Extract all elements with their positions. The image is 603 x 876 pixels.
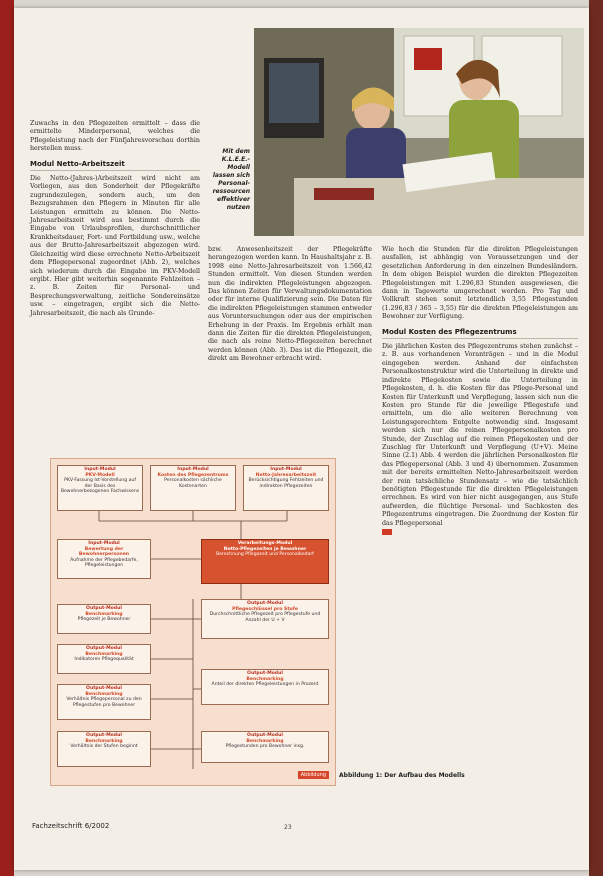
page-number: 23 [284, 824, 292, 831]
output-box-right-3 [201, 731, 329, 763]
input-box-pkv-title: Input-Modul [84, 467, 116, 472]
output-box-right-3-sub: Benchmarking [246, 738, 284, 744]
output-box-right-3-title: Output-Modul [247, 733, 283, 738]
output-box-left-3-title: Output-Modul [86, 686, 122, 691]
netto-paragraph: Die Netto-(Jahres-)Arbeitszeit wird nicht am Vorliegen, aus den Sonderheit der Pflegekräfte zugrundezulegen, sondern auch, um den Bezugsrahmen den Pflegern in Minuten für alle Leistungen ermitteln zu können. Die Netto-Jahresarbeitszeit wird aus bestimmt durch die Eingabe von Urlaubsprofilen, durchschnittlicher Krankheitsdauer, Fort- und Fortbildung usw., welche aus der Brutto-Jahresarbeitszeit abgezogen wird. Gleichzeitig wird diese errechnete Netto-Arbeitszeit dem Pflegepersonal zugeordnet (Abb. 2), welches sich wiederum durch die Eingabe im PKV-Modell ergibt. Hier gibt weiterhin sogenannte Fehlzeiten – z. B. Zeiten für Personal- und Besprechungsverwaltung, zeitliche Sondereinsätze usw. – eingetragen, ergibt sich die Netto-Jahresarbeitszeit, die nach als Grunde- [30, 175, 200, 317]
output-box-left-2-text: Indikatoren Pflegequalität [74, 657, 134, 663]
output-box-left-3-sub: Benchmarking [85, 691, 123, 697]
direct-care-paragraph: Wie hoch die Stunden für die direkten Pflegeleistungen ausfallen, ist abhängig von Voraussetzungen und der gesetzlichen Anforderung in den einzelnen Bundesländern. In dem obigen Beispiel wurden die direkten Pflegezeiten Pflegeleistungen mit 1.296,83 Stunden ausgewiesen, die dann in Tagewerte umgerechnet werden. Pro Tag und Vollkraft stehen somit letztendlich 3,55 Pflegestunden (1.296,83 / 365 – 3,55) für die direkten Pflegeleistungen am Bewohner zur Verfügung. [382, 246, 578, 321]
processing-box [201, 539, 329, 584]
output-box-right-1 [201, 599, 329, 639]
left-red-edge [0, 0, 14, 876]
input-box-netto-sub: Netto-Jahresarbeitszeit [255, 472, 317, 478]
output-box-right-1-title: Output-Modul [247, 601, 283, 606]
office-photo-illustration [254, 28, 584, 236]
input-box-pkv-text: PKV-Fassung Ist-Vorstellung auf der Basis des Bewohnerbezogenen Fachwissens [60, 478, 140, 495]
output-box-left-3-text: Verhältnis Pflegepersonal zu den Pflegestufen pro Bewohner [66, 697, 142, 708]
output-box-right-1-sub: Pflegeschlüssel pro Stufe [232, 606, 298, 612]
photo-caption: Mit dem K.L.E.E.-Modell lassen sich Personal-ressourcen effektiver nutzen [212, 148, 250, 211]
input-box-kosten [150, 465, 236, 511]
output-box-left-2 [57, 644, 151, 674]
input-box-pkv-sub: PKV-Modell [85, 472, 115, 478]
output-box-right-2 [201, 669, 329, 705]
processing-box-text: Berechnung Pflegezeit und Personalbedarf [216, 552, 314, 558]
output-box-left-1-title: Output-Modul [86, 606, 122, 611]
output-box-right-2-title: Output-Modul [247, 671, 283, 676]
kosten-paragraph: Die jährlichen Kosten des Pflegezentrums stehen zunächst – z. B. aus vorhandenen Voranträgen – und in die Modul eingegeben werden. Anhand der einfachsten Personalkostenstruktur wird die Unterteilung in direkte und indirekte Pflegekosten sowie die Unterteilung in Pflegekosten, d. h. die Kosten für das Pflege-Personal und Kosten für Unterkunft und Verpflegung, lassen sich nun die Kosten pro Stunde für die jeweilige Pflegestufe und ermitteln, um die alle weiteren Berechnung von Leistungsgerechtem Entgelte notwendig sind. Insgesamt werden sich nur die reinen Pflegepersonalkosten pro Stunde, der Zuschlag auf die reinen Pflegekosten und der Zuschlag für Unterkunft und Verpflegung (U+V). Meine Sinne (2.1) Abb. 4 werden die jährlichen Personalkosten für das Pflegepersonal (Abb. 3 und 4) übernommen. Zusammen mit der bereits ermittelten Netto-Jahresarbeitszeit werden der rein tatsächliche Stundensatz – wie die tatsächlich benötigten Pflegestunde für die direkten Pflegeleistungen errechnen. Es wird von hier nicht ausgegangen, aus Stufe aufwerden, die flüchtige Personal- und Sachkosten des Pflegezentrums eingetragen. Die Zuordnung der Kosten für das Pflegepersonal [382, 343, 578, 527]
output-box-left-1-text: Pflegezeit je Bewohner [77, 617, 131, 623]
output-box-left-3 [57, 684, 151, 720]
output-box-left-2-sub: Benchmarking [85, 651, 123, 657]
column-1 [30, 120, 200, 318]
issue-footer: Fachzeitschrift 6/2002 [32, 822, 110, 830]
output-box-right-2-text: Anteil der direkten Pflegeleistungen in Prozent [211, 682, 319, 688]
input-box-kosten-title: Input-Modul [177, 467, 209, 472]
column-2 [208, 246, 372, 364]
output-box-left-4-text: Verhältnis der Stufen beginnt [70, 744, 138, 750]
input-box-kosten-sub: Kosten des Pflegezentrums [157, 472, 229, 478]
output-box-left-4-title: Output-Modul [86, 733, 122, 738]
diagram-corner-label: Abbildung [298, 771, 329, 779]
output-box-left-1 [57, 604, 151, 634]
output-box-left-4 [57, 731, 151, 767]
column-2-paragraph: bzw. Anwesenheitszeit der Pflegekräfte herangezogen werden kann. In Haushaltsjahr z. B. 1998 eine Netto-Jahresarbeitszeit von 1.566,42 Stunden ermittelt. Von diesen Stunden werden nun die indirekten Pflegeleistungen abgezogen. Das können Zeiten für Verwaltungsdokumentation oder für interne Qualifizierung sein. Die Daten für die indirekten Pflegeleistungen stammen entweder aus Voruntersuchungen oder aus der empirischen Erhebung in der Praxis. Im Ergebnis erhält man dann die Zeiten für die direkten Pflegeleistungen, die nach als reine Netto-Pflegezeiten berechnet werden können (Abb. 3). Das ist die Pflegezeit, die direkt am Bewohner erbracht wird. [208, 246, 372, 363]
input-box-bewertung-title: Input-Modul [88, 541, 120, 546]
column-3 [382, 246, 578, 536]
office-photo [254, 28, 584, 236]
output-box-right-3-text: Pflegestunden pro Bewohner insg. [225, 744, 305, 750]
input-box-netto-title: Input-Modul [270, 467, 302, 472]
output-box-right-2-sub: Benchmarking [246, 676, 284, 682]
input-box-pkv [57, 465, 143, 511]
continue-arrow-icon [382, 529, 392, 535]
input-box-netto [243, 465, 329, 511]
output-box-right-1-text: Durchschnittliche Pflegezeit pro Pflegestufe und Anzahl der U + V [209, 612, 321, 623]
processing-box-sub: Netto-Pflegezeiten je Bewohner [223, 546, 307, 552]
input-box-bewertung-sub: Bewertung der Bewohnerpersonen [78, 546, 130, 558]
output-box-left-2-title: Output-Modul [86, 646, 122, 651]
input-box-kosten-text: Personalkosten sächliche Kostenarten [164, 478, 222, 489]
figure-caption: Abbildung 1: Der Aufbau des Modells [339, 772, 465, 779]
section-heading-netto: Modul Netto-Arbeitszeit [30, 160, 200, 171]
processing-box-title: Verarbeitungs-Modul [237, 541, 293, 546]
right-dark-edge [589, 0, 603, 876]
model-diagram [50, 458, 336, 786]
input-box-bewertung [57, 539, 151, 579]
output-box-left-1-sub: Benchmarking [85, 611, 123, 617]
section-heading-kosten: Modul Kosten des Pflegezentrums [382, 328, 578, 339]
output-box-left-4-sub: Benchmarking [85, 738, 123, 744]
intro-paragraph: Zuwachs in den Pflegezeiten ermittelt – dass die ermittelte Minderpersonal, welches die Pflegeleistung nach der Fünfjahresvorschau dorthin herstellen muss. [30, 120, 200, 153]
input-box-netto-text: Berücksichtigung Fehlzeiten und indirekten Pflegezeiten [248, 478, 324, 489]
document-page [14, 8, 589, 870]
input-box-bewertung-text: Aufnahme der Pflegebedarfe, Pflegeleistungen [70, 557, 138, 569]
